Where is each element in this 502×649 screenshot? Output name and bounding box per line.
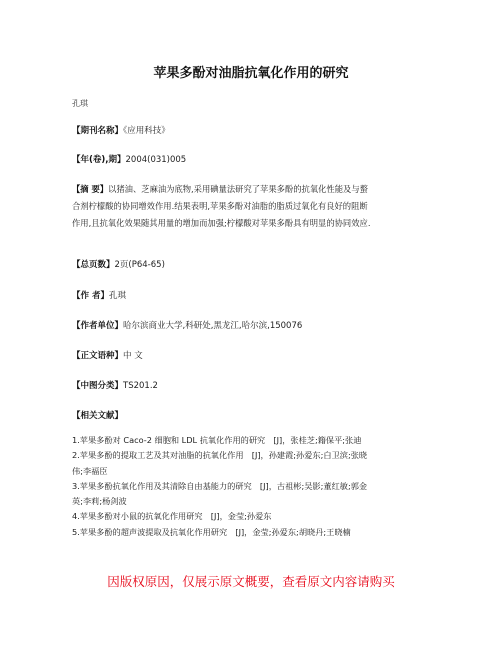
abstract-text-1: 以猪油、芝麻油为底物,采用碘量法研究了苹果多酚的抗氧化性能及与螯 bbox=[108, 184, 368, 194]
authors-value: 孔琪 bbox=[108, 291, 126, 301]
author-line: 孔琪 bbox=[72, 99, 88, 108]
related-list bbox=[72, 433, 434, 540]
list-item: 英;李莉;杨剑波 bbox=[72, 496, 127, 507]
list-item: 伟;李福臣 bbox=[72, 465, 108, 476]
year-issue-row bbox=[72, 152, 434, 169]
journal-value: 《应用科技》 bbox=[123, 126, 170, 136]
copyright-notice: 因版权原因，仅展示原文概要，查看原文内容请购买 bbox=[107, 574, 395, 589]
abstract-block bbox=[72, 181, 434, 232]
affiliation-value: 哈尔滨商业大学,科研处,黑龙江,哈尔滨,150076 bbox=[123, 321, 303, 331]
language-label: 【正文语种】 bbox=[72, 351, 124, 361]
classification-row bbox=[72, 378, 434, 395]
journal-row bbox=[72, 123, 434, 140]
abstract-line-3: 作用,且抗氧化效果随其用量的增加而加强;柠檬酸对苹果多酚具有明显的协同效应. bbox=[72, 218, 371, 228]
year-issue-label: 【年(卷),期】 bbox=[72, 155, 126, 165]
abstract-line-2: 合剂柠檬酸的协同增效作用.结果表明,苹果多酚对油脂的脂质过氧化有良好的阻断 bbox=[72, 201, 368, 211]
language-row bbox=[72, 348, 434, 365]
list-item: 2.苹果多酚的提取工艺及其对油脂的抗氧化作用 [J]，孙建霞;孙爱东;白卫滨;张晓 bbox=[72, 450, 368, 461]
authors-row bbox=[72, 288, 434, 305]
list-item: 5.苹果多酚的超声波提取及抗氧化作用研究 [J]，金莹;孙爱东;胡晓丹;王晓楠 bbox=[72, 526, 351, 537]
list-item: 1.苹果多酚对 Caco-2 细胞和 LDL 抗氧化作用的研究 [J]，张桂芝;籍保平;张迪 bbox=[72, 435, 362, 445]
list-item: 4.苹果多酚对小鼠的抗氧化作用研究 [J]，金莹;孙爱东 bbox=[72, 511, 272, 522]
paper-title: 苹果多酚对油脂抗氧化作用的研究 bbox=[153, 66, 349, 81]
pages-value: 2页(P64-65) bbox=[114, 260, 165, 270]
year-issue-value: 2004(031)005 bbox=[125, 155, 187, 165]
related-heading-row bbox=[72, 408, 434, 425]
journal-label: 【期刊名称】 bbox=[72, 126, 124, 136]
language-value: 中 文 bbox=[123, 351, 143, 361]
related-label: 【相关文献】 bbox=[72, 411, 124, 421]
pages-label: 【总页数】 bbox=[72, 260, 115, 270]
classification-label: 【中图分类】 bbox=[72, 381, 124, 391]
authors-label: 【作 者】 bbox=[72, 291, 109, 301]
affiliation-row bbox=[72, 318, 434, 335]
abstract-line-1 bbox=[72, 181, 434, 198]
affiliation-label: 【作者单位】 bbox=[72, 321, 124, 331]
list-item: 3.苹果多酚抗氧化作用及其清除自由基能力的研究 [J]，古祖彬;吴影;董红敏;郭金 bbox=[72, 480, 368, 491]
classification-value: TS201.2 bbox=[123, 381, 158, 391]
pages-row bbox=[72, 257, 434, 274]
abstract-label: 【摘 要】 bbox=[72, 184, 109, 194]
